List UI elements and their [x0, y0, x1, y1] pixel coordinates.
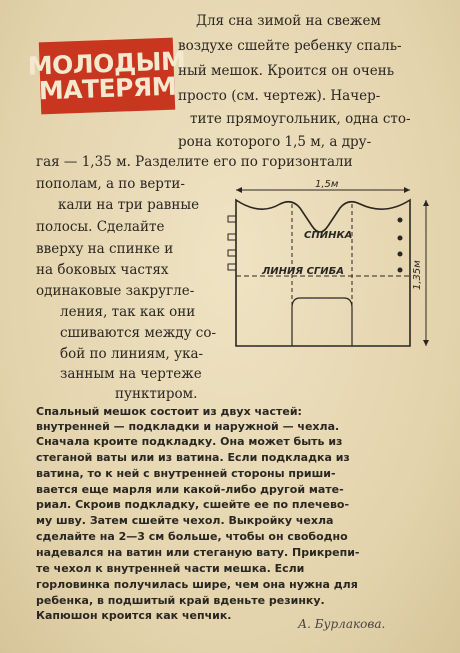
text-line: Сначала кроите подкладку. Она может быть из [36, 435, 343, 448]
text-line: пунктиром. [115, 386, 198, 402]
text-line: рона которого 1,5 м, а дру- [178, 134, 372, 150]
text-line: ный мешок. Кроится он очень [178, 63, 395, 79]
arrow-up-icon [423, 200, 429, 206]
text-line: те чехол к внутренней части мешка. Если [36, 562, 305, 575]
text-line: вверху на спинке и [36, 241, 174, 257]
text-line: внутренней — подкладки и наружной — чехла. [36, 420, 340, 433]
button-dot-icon [398, 236, 403, 241]
height-label: 1,35м [412, 260, 423, 290]
tab-mark [228, 234, 236, 240]
fold-label: ЛИНИЯ СГИБА [262, 266, 345, 277]
text-line: полосы. Сделайте [36, 219, 165, 235]
text-line: тите прямоугольник, одна сто- [190, 111, 411, 127]
arrow-down-icon [423, 340, 429, 346]
text-line: му шву. Затем сшейте чехол. Выкройку чехла [36, 514, 334, 527]
text-line: стеганой ваты или из ватина. Если подкладка из [36, 451, 350, 464]
text-line: занным на чертеже [60, 366, 202, 382]
text-line: ления, так как они [60, 304, 196, 320]
text-line: Капюшон кроится как чепчик. [36, 609, 232, 622]
button-dot-icon [398, 268, 403, 273]
bottom-cut-line [292, 298, 352, 346]
text-line: Спальный мешок состоит из двух частей: [36, 405, 302, 418]
text-line: ребенка, в подшитый край вденьте резинку. [36, 594, 325, 607]
button-dot-icon [398, 252, 403, 257]
text-line: горловинка получилась шире, чем она нужна для [36, 578, 358, 591]
pattern-diagram [220, 178, 448, 376]
text-line: гая — 1,35 м. Разделите его по горизонтали [36, 154, 353, 170]
back-label: СПИНКА [304, 230, 353, 241]
arrow-left-icon [236, 187, 242, 193]
width-label: 1,5м [315, 179, 339, 190]
text-line: сделайте на 2—3 см больше, чтобы он свободно [36, 530, 348, 543]
section-header-badge [27, 38, 186, 115]
text-line: воздухе сшейте ребенку спаль- [178, 38, 402, 54]
button-dot-icon [398, 218, 403, 223]
tab-mark [228, 250, 236, 256]
text-line: надевался на ватин или стеганую вату. Прикрепи- [36, 546, 360, 559]
header-line-2: МАТЕРЯМ [38, 71, 177, 106]
text-line: на боковых частях [36, 262, 169, 278]
text-line: риал. Скроив подкладку, сшейте ее по плечево- [36, 498, 350, 511]
tab-mark [228, 216, 236, 222]
text-line: сшиваются между со- [60, 325, 217, 341]
text-line: просто (см. чертеж). Начер- [178, 88, 381, 104]
arrow-right-icon [404, 187, 410, 193]
header-line-1: МОЛОДЫМ [27, 46, 186, 81]
text-line: ватина, то к ней с внутренней стороны приши- [36, 467, 336, 480]
tab-mark [228, 264, 236, 270]
text-line: бой по линиям, ука- [60, 346, 204, 362]
text-line: вается еще марля или какой-либо другой мате- [36, 483, 344, 496]
author-signature: А. Бурлакова. [298, 617, 386, 631]
text-line: пополам, а по верти- [36, 176, 185, 192]
text-line: кали на три равные [58, 197, 200, 213]
text-line: Для сна зимой на свежем [196, 13, 381, 29]
text-line: одинаковые закругле- [36, 283, 195, 299]
